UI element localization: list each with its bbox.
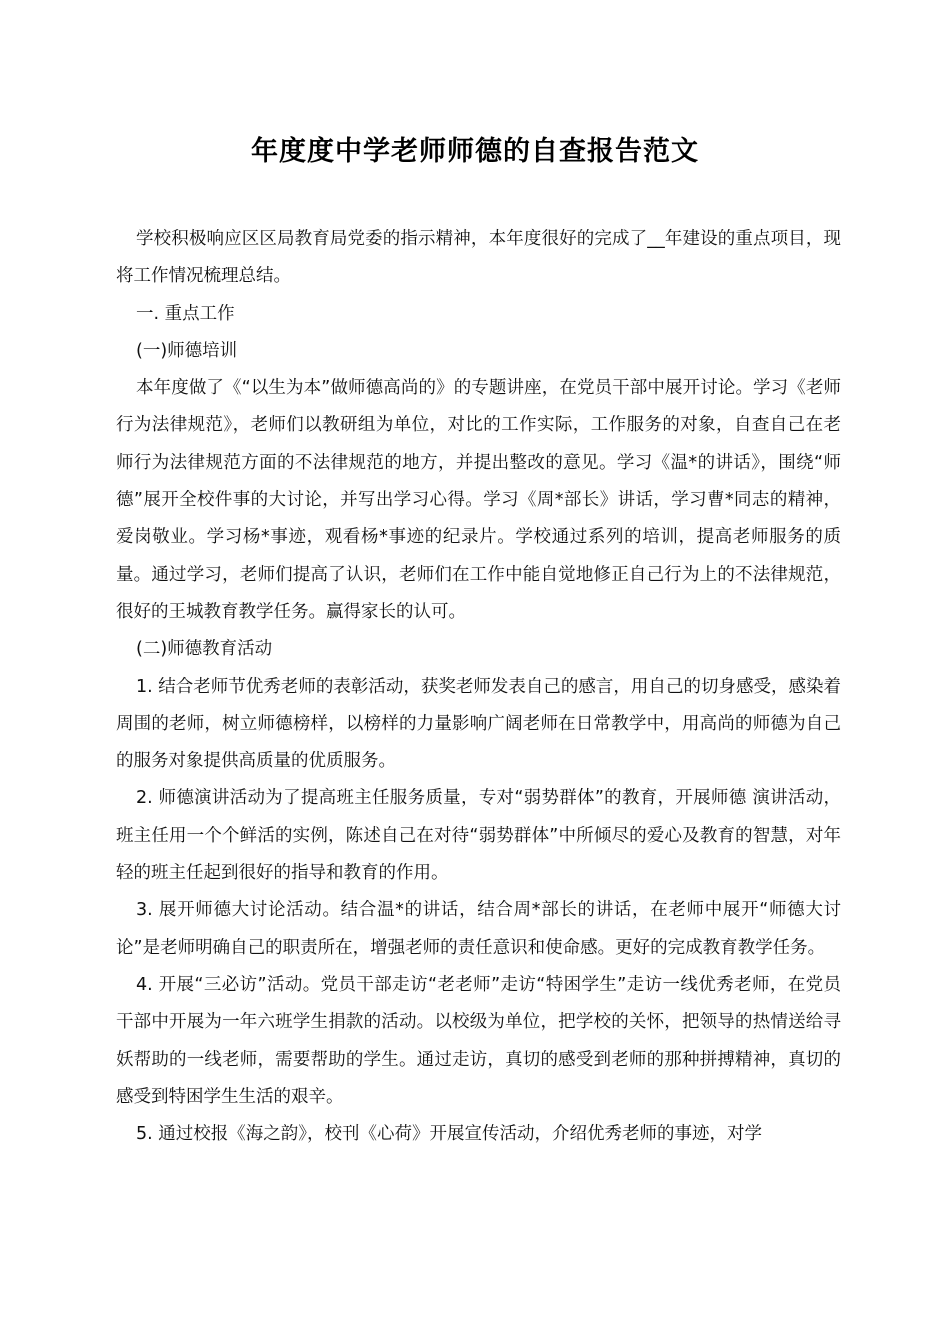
activity-item-5: 5. 通过校报《海之韵》，校刊《心荷》开展宣传活动，介绍优秀老师的事迹，对学	[136, 1124, 763, 1145]
intro-paragraph: 学校积极响应区区局教育局党委的指示精神，本年度很好的完成了__年建设的重点项目，现将工作情况梳理总结。	[116, 229, 841, 287]
section-heading-key-work: 一. 重点工作	[136, 303, 235, 324]
activity-item-1: 1. 结合老师节优秀老师的表彰活动，获奖老师发表自己的感言，用自己的切身感受，感染着周围的老师，树立师德榜样，以榜样的力量影响广阔老师在日常教学中，用高尚的师德为自己的服务对象提供高质量的优质服务。	[116, 676, 841, 772]
activity-item-4: 4. 开展“三必访”活动。党员干部走访“老老师”走访“特困学生”走访一线优秀老师，在党员干部中开展为一年六班学生捐款的活动。以校级为单位，把学校的关怀，把领导的热情送给寻妖帮助的一线老师，需要帮助的学生。通过走访，真切的感受到老师的那种拼搏精神，真切的感受到特困学生生活的艰辛。	[116, 974, 841, 1107]
subsection-heading-ethics-training: (一)师德培训	[136, 340, 238, 361]
activity-item-2: 2. 师德演讲活动为了提高班主任服务质量，专对“弱势群体”的教育，开展师德 演讲活动，班主任用一个个鲜活的实例，陈述自己在对待“弱势群体”中所倾尽的爱心及教育的智慧，对年轻的班主任起到很好的指导和教育的作用。	[116, 788, 841, 884]
ethics-training-paragraph: 本年度做了《“以生为本”做师德高尚的》的专题讲座，在党员干部中展开讨论。学习《老师行为法律规范》，老师们以教研组为单位，对比的工作实际，工作服务的对象，自查自己在老师行为法律规范方面的不法律规范的地方，并提出整改的意见。学习《温*的讲话》，围绕“师德”展开全校件事的大讨论，并写出学习心得。学习《周*部长》讲话，学习曹*同志的精神，爱岗敬业。学习杨*事迹，观看杨*事迹的纪录片。学校通过系列的培训，提高老师服务的质量。通过学习，老师们提高了认识，老师们在工作中能自觉地修正自己行为上的不法律规范，很好的王城教育教学任务。赢得家长的认可。	[116, 378, 841, 622]
activity-item-3: 3. 展开师德大讨论活动。结合温*的讲话，结合周*部长的讲话，在老师中展开“师德大讨论”是老师明确自己的职责所在，增强老师的责任意识和使命感。更好的完成教育教学任务。	[116, 900, 841, 958]
subsection-heading-ethics-activities: (二)师德教育活动	[136, 639, 273, 660]
document-body	[116, 221, 841, 1153]
document-title: 年度度中学老师师德的自查报告范文	[251, 136, 699, 167]
